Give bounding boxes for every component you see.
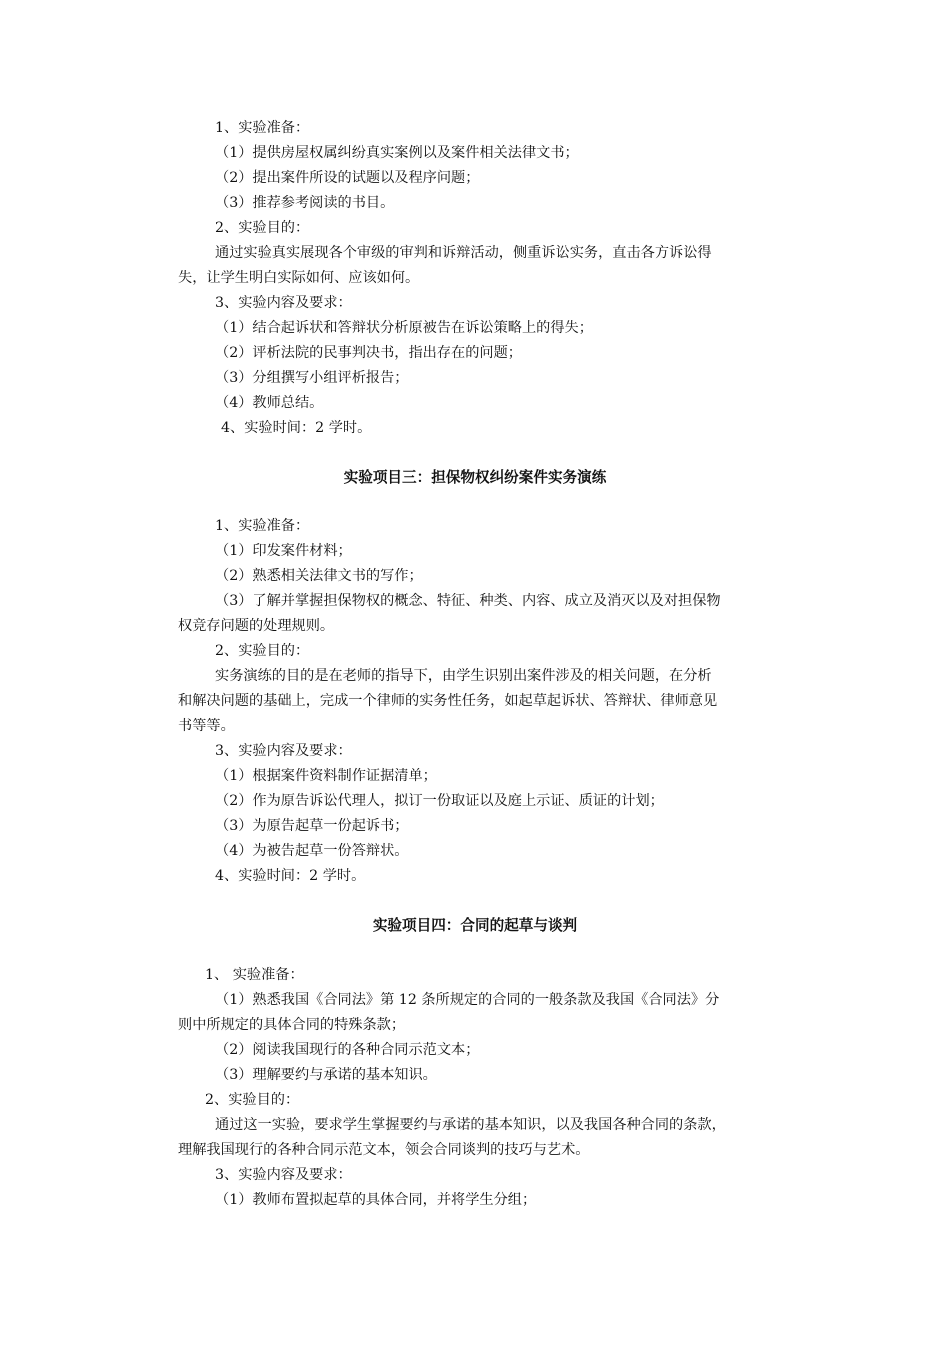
s2-goal-line: 通过实验真实展现各个审级的审判和诉辩活动，侧重诉讼实务，直击各方诉讼得	[215, 245, 712, 261]
section4-heading: 实验项目四：合同的起草与谈判	[372, 917, 578, 934]
s3-goal-line: 书等等。	[178, 718, 235, 734]
s2-time: 4、实验时间：2 学时。	[221, 420, 372, 436]
s4-goal-title: 2、实验目的：	[205, 1092, 300, 1108]
s3-prep-item: （3）了解并掌握担保物权的概念、特征、种类、内容、成立及消灭以及对担保物	[215, 593, 721, 609]
s3-content-item: （4）为被告起草一份答辩状。	[215, 843, 409, 859]
s2-prep-item: （3）推荐参考阅读的书目。	[215, 195, 395, 211]
s2-content-item: （2）评析法院的民事判决书，指出存在的问题；	[215, 345, 522, 361]
s3-content-item: （3）为原告起草一份起诉书；	[215, 818, 409, 834]
s4-content-title: 3、实验内容及要求：	[215, 1167, 352, 1183]
s2-prep-title: 1、实验准备：	[215, 120, 310, 136]
s3-prep-item: （2）熟悉相关法律文书的写作；	[215, 568, 423, 584]
s2-prep-item: （2）提出案件所设的试题以及程序问题；	[215, 170, 480, 186]
s2-goal-title: 2、实验目的：	[215, 220, 310, 236]
s3-prep-item: 权竞存问题的处理规则。	[178, 618, 335, 634]
s4-goal-line: 通过这一实验，要求学生掌握要约与承诺的基本知识，以及我国各种合同的条款，	[215, 1117, 726, 1133]
s3-content-item: （1）根据案件资料制作证据清单；	[215, 768, 437, 784]
section3-heading: 实验项目三：担保物权纠纷案件实务演练	[343, 469, 607, 486]
s3-content-title: 3、实验内容及要求：	[215, 743, 352, 759]
s4-prep-title: 1、 实验准备：	[205, 967, 304, 983]
s3-content-item: （2）作为原告诉讼代理人，拟订一份取证以及庭上示证、质证的计划；	[215, 793, 664, 809]
s3-goal-line: 和解决问题的基础上，完成一个律师的实务性任务，如起草起诉状、答辩状、律师意见	[178, 693, 718, 709]
s4-prep-item: （3）理解要约与承诺的基本知识。	[215, 1067, 437, 1083]
s3-goal-title: 2、实验目的：	[215, 643, 310, 659]
s2-prep-item: （1）提供房屋权属纠纷真实案例以及案件相关法律文书；	[215, 145, 579, 161]
s4-content-item: （1）教师布置拟起草的具体合同，并将学生分组；	[215, 1192, 537, 1208]
s2-goal-line: 失，让学生明白实际如何、应该如何。	[178, 270, 420, 286]
s4-prep-item: 则中所规定的具体合同的特殊条款；	[178, 1017, 406, 1033]
s2-content-item: （3）分组撰写小组评析报告；	[215, 370, 409, 386]
s3-prep-title: 1、实验准备：	[215, 518, 310, 534]
s3-time: 4、实验时间：2 学时。	[215, 868, 366, 884]
s4-goal-line: 理解我国现行的各种合同示范文本，领会合同谈判的技巧与艺术。	[178, 1142, 590, 1158]
s3-prep-item: （1）印发案件材料；	[215, 543, 352, 559]
s2-content-item: （1）结合起诉状和答辩状分析原被告在诉讼策略上的得失；	[215, 320, 593, 336]
s3-goal-line: 实务演练的目的是在老师的指导下，由学生识别出案件涉及的相关问题，在分析	[215, 668, 712, 684]
s4-prep-item: （1）熟悉我国《合同法》第 12 条所规定的合同的一般条款及我国《合同法》分	[215, 992, 720, 1008]
s2-content-item: （4）教师总结。	[215, 395, 324, 411]
s4-prep-item: （2）阅读我国现行的各种合同示范文本；	[215, 1042, 480, 1058]
s2-content-title: 3、实验内容及要求：	[215, 295, 352, 311]
